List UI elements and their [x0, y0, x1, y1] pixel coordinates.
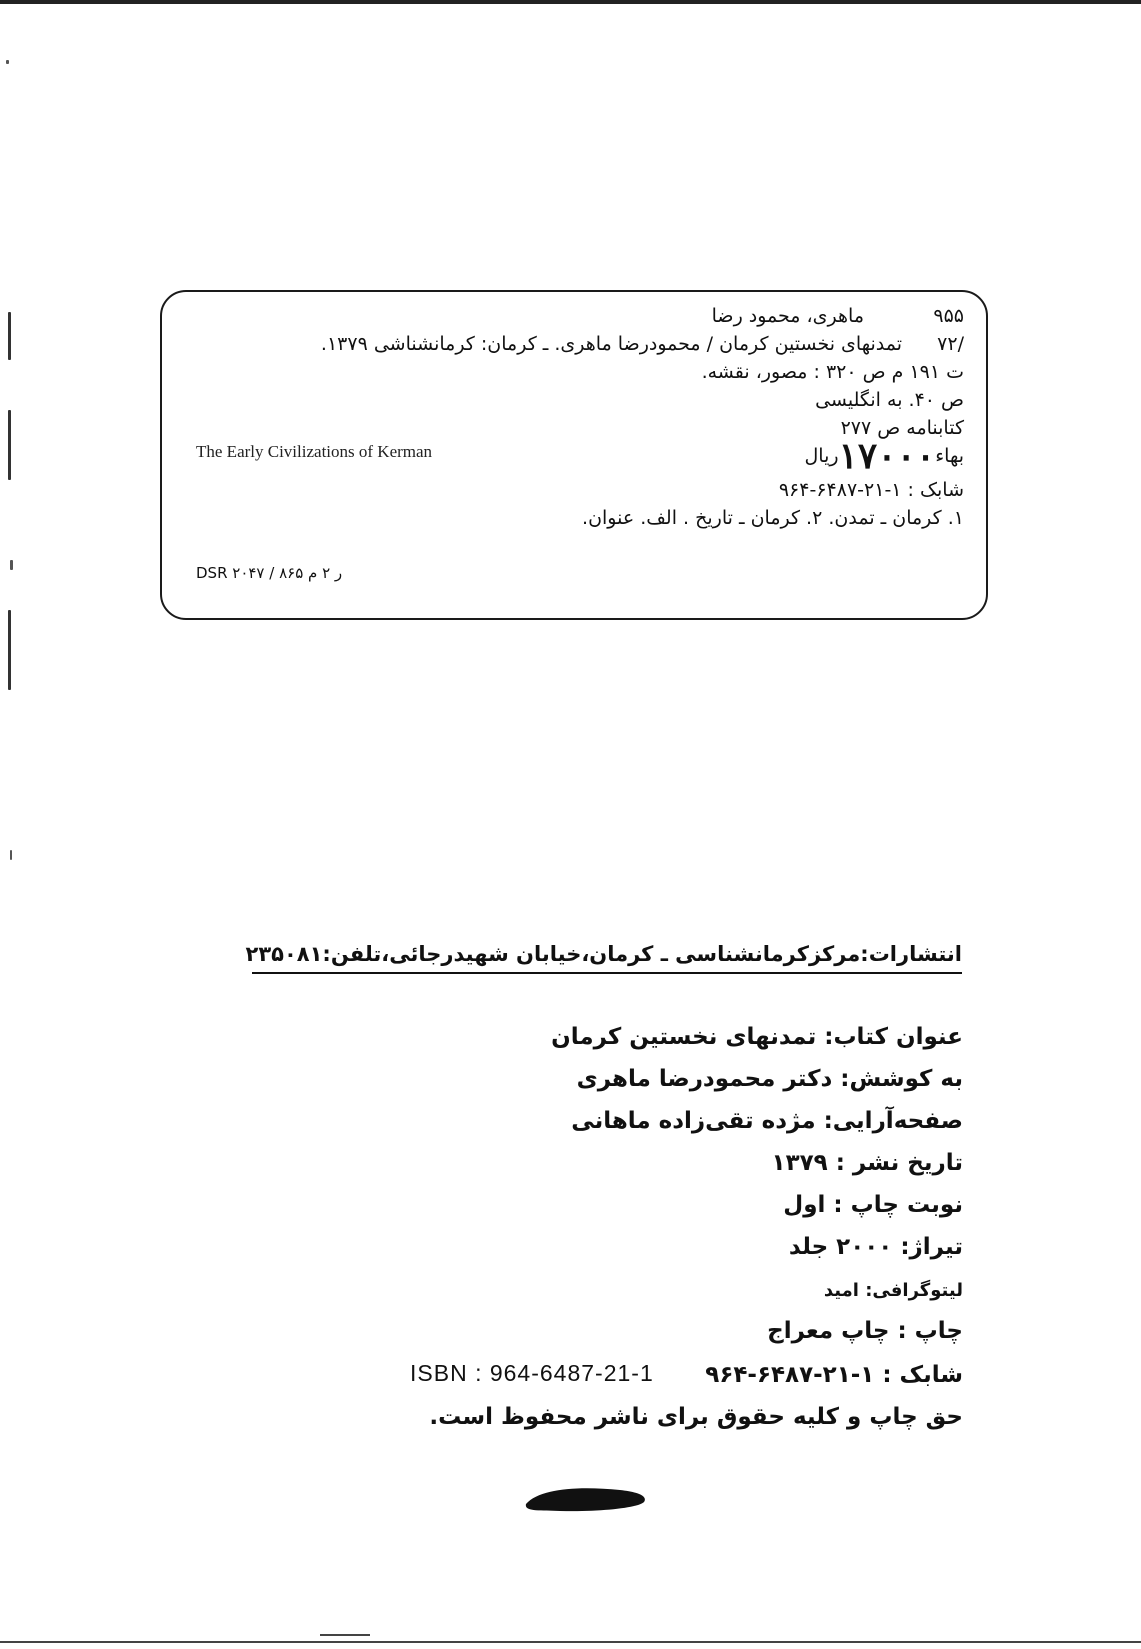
scan-edge-bottom: [0, 1641, 1141, 1643]
scan-speck: [10, 560, 13, 570]
cip-record-box: [160, 290, 988, 620]
cip-bibliography: کتابنامه ص ۲۷۷: [840, 417, 964, 439]
colophon-printing: چاپ : چاپ معراج: [767, 1318, 963, 1344]
scan-binding-mark: [8, 610, 11, 690]
cip-english-pages: ص ۴۰. به انگلیسی: [815, 389, 964, 411]
publisher-line: انتشارات:مرکزکرمانشناسی ـ کرمان،خیابان شهیدرجائی،تلفن:۲۳۵۰۸۱: [245, 942, 962, 966]
cip-price: [804, 435, 964, 477]
cip-author: ماهری، محمود رضا: [711, 305, 864, 327]
publisher-underline: [252, 972, 962, 974]
cip-price-value: ۱۷۰۰۰: [838, 435, 936, 477]
cip-dsr-number: DSR ۲۰۴۷ / ۸۶۵ ر ۲ م: [196, 564, 343, 582]
colophon-by: به کوشش: دکتر محمودرضا ماهری: [576, 1066, 963, 1092]
colophon-rights: حق چاپ و کلیه حقوق برای ناشر محفوظ است.: [429, 1404, 963, 1430]
colophon-edition: نوبت چاپ : اول: [783, 1192, 963, 1218]
colophon-publication-date: تاریخ نشر : ۱۳۷۹: [771, 1150, 963, 1176]
colophon-print-run: تیراژ: ۲۰۰۰ جلد: [788, 1234, 963, 1260]
scan-speck: [6, 60, 9, 64]
colophon-lithography: لیتوگرافی: امید: [823, 1280, 963, 1301]
colophon-layout: صفحه‌آرایی: مژده تقی‌زاده ماهانی: [571, 1108, 963, 1134]
scan-edge-top: [0, 0, 1141, 4]
scan-speck: [10, 850, 12, 860]
cip-physical-description: ت ۱۹۱ م ص ۳۲۰ : مصور، نقشه.: [701, 361, 964, 383]
scan-bottom-dash: [320, 1634, 370, 1636]
colophon-isbn-persian: شابک : ۱-۲۱-۶۴۸۷-۹۶۴: [705, 1362, 963, 1388]
colophon-book-title: عنوان کتاب: تمدنهای نخستین کرمان: [551, 1024, 963, 1050]
scan-binding-mark: [8, 312, 11, 360]
cip-class-number-sub: /۷۲: [937, 333, 964, 355]
cip-isbn: شابک : ۱-۲۱-۶۴۸۷-۹۶۴: [778, 479, 964, 501]
cip-title-statement: تمدنهای نخستین کرمان / محمودرضا ماهری. ـ کرمان: کرمانشناشی ۱۳۷۹.: [320, 333, 902, 355]
cip-class-number: ۹۵۵: [933, 305, 964, 327]
cip-english-title: The Early Civilizations of Kerman: [196, 442, 433, 461]
cip-price-suffix: ریال: [804, 445, 839, 467]
cip-price-prefix: بهاء: [935, 445, 964, 467]
redaction-mark: [520, 1478, 650, 1518]
scan-binding-mark: [8, 410, 11, 480]
cip-subjects: ۱. کرمان ـ تمدن. ۲. کرمان ـ تاریخ . الف. عنوان.: [582, 507, 964, 529]
colophon-isbn-latin: ISBN : 964-6487-21-1: [410, 1360, 654, 1386]
